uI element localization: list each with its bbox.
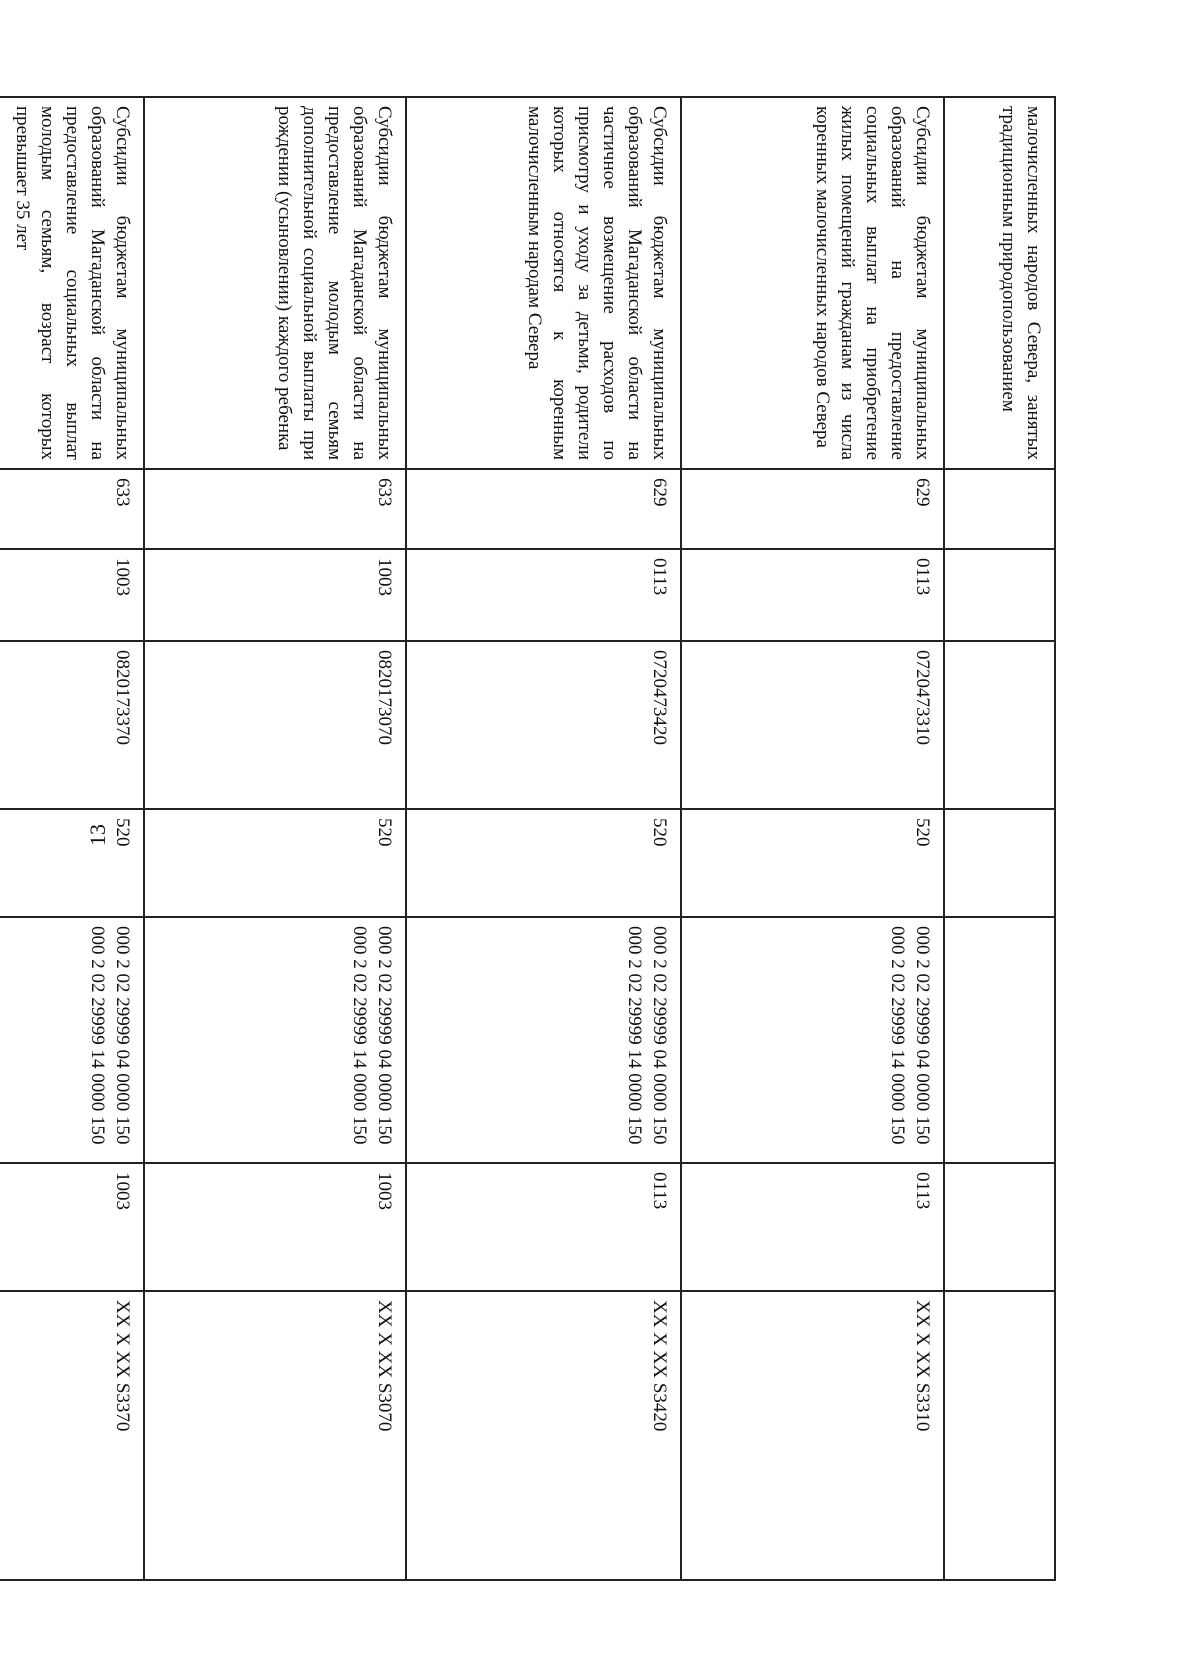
admin-code-cell: 633 xyxy=(0,469,144,549)
section-code-cell: 1003 xyxy=(144,549,406,641)
revenue-code-2: 000 2 02 29999 14 0000 150 xyxy=(349,926,371,1145)
admin-code-cell: 633 xyxy=(144,469,406,549)
empty-cell xyxy=(944,641,1055,809)
continuation-cell: малочисленных народов Севера, занятых традиционным природопользованием xyxy=(944,97,1055,469)
description-cell: Субсидии бюджетам муниципальных образований Магаданской области на частичное возмещение расходов по присмотру и уходу за детьми, родители которых относятся к коренным малочисленным народам Севера xyxy=(406,97,681,469)
revenue-code-2: 000 2 02 29999 14 0000 150 xyxy=(624,926,646,1145)
expense-type-cell: 520 xyxy=(406,809,681,917)
section-code-cell: 0113 xyxy=(406,549,681,641)
revenue-codes-cell xyxy=(682,917,944,1163)
target-article-cell: 0820173070 xyxy=(144,641,406,809)
admin-code-cell: 629 xyxy=(682,469,944,549)
revenue-code-1: 000 2 02 29999 04 0000 150 xyxy=(112,926,134,1145)
section-code-2-cell: 0113 xyxy=(682,1163,944,1291)
result-code-cell: XX X XX S3370 xyxy=(0,1291,144,1580)
table-wrapper xyxy=(12,96,1056,1579)
admin-code-cell: 629 xyxy=(406,469,681,549)
empty-cell xyxy=(944,1163,1055,1291)
target-article-cell: 0720473420 xyxy=(406,641,681,809)
revenue-codes-cell xyxy=(144,917,406,1163)
page-number: 13 xyxy=(85,824,110,846)
target-article-cell: 0820173370 xyxy=(0,641,144,809)
section-code-cell: 1003 xyxy=(0,549,144,641)
revenue-code-1: 000 2 02 29999 04 0000 150 xyxy=(374,926,396,1145)
revenue-codes-cell xyxy=(406,917,681,1163)
section-code-cell: 0113 xyxy=(682,549,944,641)
rotated-table-container xyxy=(12,96,1056,1579)
budget-codes-table xyxy=(0,96,1056,1581)
table-row xyxy=(0,97,144,1580)
table-row xyxy=(406,97,681,1580)
result-code-cell: XX X XX S3310 xyxy=(682,1291,944,1580)
result-code-cell: XX X XX S3420 xyxy=(406,1291,681,1580)
revenue-codes-cell xyxy=(0,917,144,1163)
expense-type-cell: 520 xyxy=(0,809,144,917)
revenue-code-1: 000 2 02 29999 04 0000 150 xyxy=(649,926,671,1145)
empty-cell xyxy=(944,1291,1055,1580)
empty-cell xyxy=(944,469,1055,549)
description-cell: Субсидии бюджетам муниципальных образований Магаданской области на предоставление молодым семьям дополнительной социальной выплаты при рождении (усыновлении) каждого ребенка xyxy=(144,97,406,469)
table-row xyxy=(682,97,944,1580)
section-code-2-cell: 1003 xyxy=(0,1163,144,1291)
table-row xyxy=(144,97,406,1580)
expense-type-cell: 520 xyxy=(682,809,944,917)
section-code-2-cell: 0113 xyxy=(406,1163,681,1291)
section-code-2-cell: 1003 xyxy=(144,1163,406,1291)
target-article-cell: 0720473310 xyxy=(682,641,944,809)
revenue-code-1: 000 2 02 29999 04 0000 150 xyxy=(911,926,933,1145)
empty-cell xyxy=(944,549,1055,641)
empty-cell xyxy=(944,917,1055,1163)
result-code-cell: XX X XX S3070 xyxy=(144,1291,406,1580)
table-row xyxy=(944,97,1055,1580)
revenue-code-2: 000 2 02 29999 14 0000 150 xyxy=(87,926,109,1145)
revenue-code-2: 000 2 02 29999 14 0000 150 xyxy=(886,926,908,1145)
expense-type-cell: 520 xyxy=(144,809,406,917)
empty-cell xyxy=(944,809,1055,917)
description-cell: Субсидии бюджетам муниципальных образований Магаданской области на предоставление социальных выплат молодым семьям, возраст которых превышает 35 лет xyxy=(0,97,144,469)
description-cell: Субсидии бюджетам муниципальных образований на предоставление социальных выплат на приобретение жилых помещений гражданам из числа коренных малочисленных народов Севера xyxy=(682,97,944,469)
